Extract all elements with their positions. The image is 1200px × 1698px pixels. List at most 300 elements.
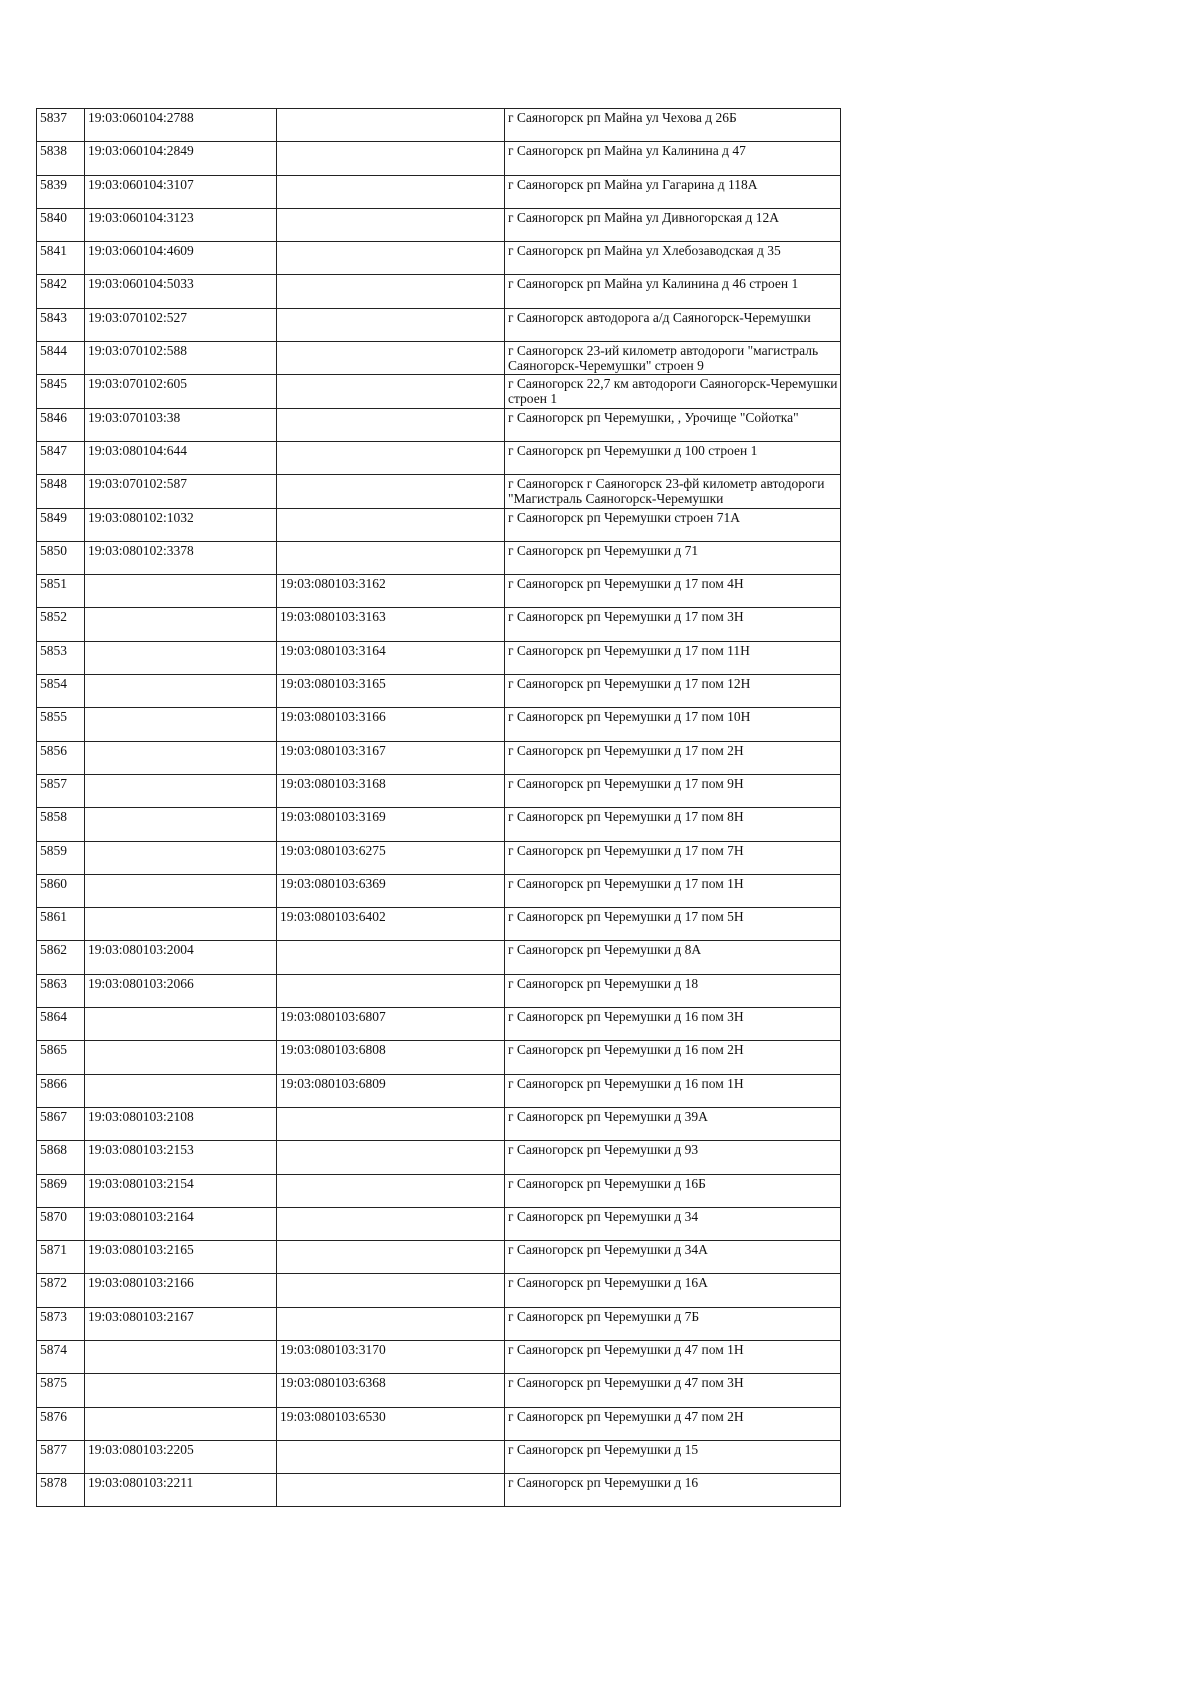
address-cell-text: г Саяногорск рп Майна ул Чехова д 26Б — [508, 110, 737, 125]
address-cell — [505, 1340, 841, 1373]
premises-cadastral-cell-text: 19:03:080103:6368 — [280, 1375, 386, 1391]
address-cell-text: г Саяногорск рп Черемушки д 34 — [508, 1208, 699, 1224]
cadastral-number-cell — [85, 242, 277, 275]
address-cell — [505, 408, 841, 441]
address-cell-text: г Саяногорск рп Черемушки д 17 пом 11Н — [508, 642, 750, 658]
address-cell-text: г Саяногорск рп Черемушки д 17 пом 12Н — [508, 676, 751, 692]
row-number-cell-text: 5868 — [40, 1142, 67, 1158]
row-number-cell — [37, 508, 85, 541]
row-number-cell-text: 5846 — [40, 409, 67, 425]
table-row — [37, 1207, 841, 1240]
premises-cadastral-cell — [277, 741, 505, 774]
row-number-cell-text: 5864 — [40, 1009, 67, 1025]
cadastral-number-cell — [85, 741, 277, 774]
address-cell — [505, 508, 841, 541]
table-row — [37, 774, 841, 807]
address-cell — [505, 175, 841, 208]
cadastral-number-cell-text: 19:03:070102:587 — [88, 476, 188, 492]
cadastral-number-cell — [85, 142, 277, 175]
cadastral-number-cell — [85, 1074, 277, 1107]
premises-cadastral-cell-text: 19:03:080103:3164 — [280, 642, 386, 658]
premises-cadastral-cell — [277, 1241, 505, 1274]
premises-cadastral-cell-text — [280, 342, 501, 343]
cadastral-number-cell-text — [88, 642, 273, 643]
premises-cadastral-cell-text: 19:03:080103:3167 — [280, 742, 386, 758]
address-cell — [505, 1374, 841, 1407]
table-row — [37, 608, 841, 641]
row-number-cell-text: 5856 — [40, 742, 67, 758]
cadastral-number-cell-text — [88, 1008, 273, 1009]
cadastral-number-cell — [85, 1174, 277, 1207]
cadastral-number-cell-text — [88, 775, 273, 776]
row-number-cell-text: 5861 — [40, 909, 67, 925]
premises-cadastral-cell — [277, 242, 505, 275]
address-cell — [505, 441, 841, 474]
address-cell-text: г Саяногорск рп Черемушки д 16А — [508, 1275, 708, 1291]
row-number-cell-text: 5875 — [40, 1375, 67, 1391]
address-cell — [505, 1440, 841, 1473]
cadastral-number-cell-text: 19:03:060104:3107 — [88, 176, 194, 192]
cadastral-number-cell — [85, 375, 277, 408]
premises-cadastral-cell-text — [280, 975, 501, 976]
row-number-cell-text: 5845 — [40, 376, 67, 392]
address-cell-text: г Саяногорск рп Черемушки д 93 — [508, 1142, 699, 1158]
premises-cadastral-cell-text — [280, 475, 501, 476]
premises-cadastral-cell-text — [280, 1274, 501, 1275]
address-cell-text: г Саяногорск рп Черемушки д 17 пом 8Н — [508, 809, 744, 825]
premises-cadastral-cell — [277, 974, 505, 1007]
address-cell — [505, 808, 841, 841]
address-cell — [505, 708, 841, 741]
row-number-cell — [37, 1474, 85, 1507]
cadastral-number-cell-text: 19:03:070103:38 — [88, 409, 181, 425]
premises-cadastral-cell — [277, 841, 505, 874]
cadastral-number-cell — [85, 1374, 277, 1407]
row-number-cell — [37, 541, 85, 574]
table-row — [37, 1407, 841, 1440]
address-cell-text: г Саяногорск 23-ий километр автодороги "магистраль Саяногорск-Черемушки" строен 9 — [508, 343, 819, 374]
cadastral-number-cell-text: 19:03:060104:5033 — [88, 276, 194, 292]
cadastral-number-cell — [85, 1141, 277, 1174]
row-number-cell-text: 5873 — [40, 1308, 67, 1324]
premises-cadastral-cell — [277, 808, 505, 841]
address-cell-text: г Саяногорск рп Черемушки д 17 пом 1Н — [508, 875, 744, 891]
cadastral-number-cell-text: 19:03:060104:3123 — [88, 209, 194, 225]
premises-cadastral-cell — [277, 1074, 505, 1107]
address-cell-text: г Саяногорск рп Майна ул Калинина д 46 строен 1 — [508, 276, 799, 292]
row-number-cell-text: 5865 — [40, 1042, 67, 1058]
premises-cadastral-cell — [277, 342, 505, 375]
premises-cadastral-cell — [277, 142, 505, 175]
row-number-cell — [37, 1141, 85, 1174]
row-number-cell-text: 5871 — [40, 1242, 67, 1258]
row-number-cell — [37, 874, 85, 907]
cadastral-number-cell — [85, 1440, 277, 1473]
address-cell-text: г Саяногорск рп Черемушки д 8А — [508, 942, 702, 958]
row-number-cell — [37, 1107, 85, 1140]
cadastral-number-cell — [85, 708, 277, 741]
cadastral-number-cell-text — [88, 1075, 273, 1076]
row-number-cell-text: 5878 — [40, 1475, 67, 1491]
property-registry-table — [36, 108, 841, 1507]
row-number-cell — [37, 375, 85, 408]
premises-cadastral-cell-text — [280, 509, 501, 510]
cadastral-number-cell — [85, 342, 277, 375]
premises-cadastral-cell-text — [280, 442, 501, 443]
address-cell-text: г Саяногорск рп Черемушки д 17 пом 7Н — [508, 842, 744, 858]
cadastral-number-cell-text — [88, 608, 273, 609]
premises-cadastral-cell-text: 19:03:080103:6808 — [280, 1042, 386, 1058]
address-cell-text: г Саяногорск г Саяногорск 23-фй километр автодороги "Магистраль Саяногорск-Черемушки — [508, 476, 825, 507]
premises-cadastral-cell — [277, 1407, 505, 1440]
row-number-cell — [37, 808, 85, 841]
row-number-cell-text: 5842 — [40, 276, 67, 292]
address-cell — [505, 1041, 841, 1074]
cadastral-number-cell-text: 19:03:080103:2154 — [88, 1175, 194, 1191]
row-number-cell — [37, 774, 85, 807]
premises-cadastral-cell-text: 19:03:080103:3162 — [280, 576, 386, 592]
address-cell-text: г Саяногорск рп Черемушки д 15 — [508, 1441, 699, 1457]
address-cell — [505, 1141, 841, 1174]
address-cell-text: г Саяногорск рп Черемушки д 17 пом 3Н — [508, 609, 744, 625]
premises-cadastral-cell-text — [280, 409, 501, 410]
cadastral-number-cell-text: 19:03:060104:2849 — [88, 143, 194, 159]
table-row — [37, 1141, 841, 1174]
address-cell-text: г Саяногорск рп Черемушки д 39А — [508, 1108, 708, 1124]
cadastral-number-cell-text — [88, 1341, 273, 1342]
premises-cadastral-cell-text — [280, 1308, 501, 1309]
cadastral-number-cell-text: 19:03:080103:2167 — [88, 1308, 194, 1324]
premises-cadastral-cell-text — [280, 375, 501, 376]
row-number-cell-text: 5866 — [40, 1075, 67, 1091]
row-number-cell-text: 5849 — [40, 509, 67, 525]
cadastral-number-cell-text: 19:03:080103:2211 — [88, 1475, 194, 1491]
premises-cadastral-cell — [277, 375, 505, 408]
table-row — [37, 142, 841, 175]
table-row — [37, 1340, 841, 1373]
table-row — [37, 874, 841, 907]
row-number-cell-text: 5854 — [40, 676, 67, 692]
row-number-cell-text: 5840 — [40, 209, 67, 225]
cadastral-number-cell — [85, 675, 277, 708]
table-row — [37, 1008, 841, 1041]
table-row — [37, 1107, 841, 1140]
row-number-cell-text: 5863 — [40, 975, 67, 991]
row-number-cell — [37, 974, 85, 1007]
premises-cadastral-cell-text — [280, 1474, 501, 1475]
address-cell — [505, 1174, 841, 1207]
premises-cadastral-cell — [277, 1340, 505, 1373]
cadastral-number-cell — [85, 1274, 277, 1307]
table-row — [37, 375, 841, 408]
address-cell — [505, 1274, 841, 1307]
address-cell-text: г Саяногорск рп Черемушки д 17 пом 10Н — [508, 709, 751, 725]
premises-cadastral-cell-text: 19:03:080103:3166 — [280, 709, 386, 725]
row-number-cell-text: 5844 — [40, 343, 67, 359]
premises-cadastral-cell — [277, 1440, 505, 1473]
row-number-cell — [37, 441, 85, 474]
premises-cadastral-cell-text: 19:03:080103:3163 — [280, 609, 386, 625]
row-number-cell — [37, 708, 85, 741]
premises-cadastral-cell — [277, 575, 505, 608]
row-number-cell-text: 5848 — [40, 476, 67, 492]
address-cell — [505, 1008, 841, 1041]
table-row — [37, 808, 841, 841]
table-row — [37, 1307, 841, 1340]
table-row — [37, 441, 841, 474]
premises-cadastral-cell — [277, 708, 505, 741]
row-number-cell — [37, 1008, 85, 1041]
cadastral-number-cell — [85, 874, 277, 907]
cadastral-number-cell-text — [88, 875, 273, 876]
table-row — [37, 242, 841, 275]
address-cell — [505, 109, 841, 142]
row-number-cell — [37, 109, 85, 142]
premises-cadastral-cell — [277, 1141, 505, 1174]
row-number-cell-text: 5843 — [40, 309, 67, 325]
table-row — [37, 342, 841, 375]
premises-cadastral-cell-text — [280, 1108, 501, 1109]
table-row — [37, 308, 841, 341]
row-number-cell — [37, 908, 85, 941]
address-cell — [505, 741, 841, 774]
premises-cadastral-cell-text: 19:03:080103:6275 — [280, 842, 386, 858]
premises-cadastral-cell — [277, 874, 505, 907]
row-number-cell — [37, 475, 85, 508]
row-number-cell — [37, 275, 85, 308]
premises-cadastral-cell — [277, 675, 505, 708]
premises-cadastral-cell — [277, 1307, 505, 1340]
premises-cadastral-cell-text: 19:03:080103:6369 — [280, 875, 386, 891]
table-row — [37, 1241, 841, 1274]
address-cell-text: г Саяногорск рп Майна ул Хлебозаводская д 35 — [508, 243, 781, 259]
address-cell — [505, 641, 841, 674]
cadastral-number-cell — [85, 1307, 277, 1340]
premises-cadastral-cell-text — [280, 275, 501, 276]
row-number-cell-text: 5870 — [40, 1208, 67, 1224]
address-cell — [505, 608, 841, 641]
table-row — [37, 974, 841, 1007]
address-cell — [505, 1307, 841, 1340]
row-number-cell-text: 5872 — [40, 1275, 67, 1291]
cadastral-number-cell — [85, 1474, 277, 1507]
premises-cadastral-cell — [277, 275, 505, 308]
address-cell-text: г Саяногорск рп Майна ул Гагарина д 118А — [508, 176, 758, 192]
table-row — [37, 1474, 841, 1507]
address-cell — [505, 541, 841, 574]
premises-cadastral-cell-text: 19:03:080103:6530 — [280, 1408, 386, 1424]
premises-cadastral-cell — [277, 641, 505, 674]
row-number-cell — [37, 741, 85, 774]
row-number-cell-text: 5874 — [40, 1341, 67, 1357]
premises-cadastral-cell-text: 19:03:080103:3168 — [280, 775, 386, 791]
row-number-cell — [37, 342, 85, 375]
address-cell-text: г Саяногорск рп Черемушки д 16 пом 3Н — [508, 1009, 744, 1025]
address-cell — [505, 342, 841, 375]
premises-cadastral-cell-text — [280, 1175, 501, 1176]
row-number-cell-text: 5852 — [40, 609, 67, 625]
address-cell — [505, 208, 841, 241]
cadastral-number-cell-text: 19:03:080103:2166 — [88, 1275, 194, 1291]
premises-cadastral-cell-text — [280, 142, 501, 143]
cadastral-number-cell-text: 19:03:080102:1032 — [88, 509, 194, 525]
cadastral-number-cell — [85, 1340, 277, 1373]
row-number-cell — [37, 308, 85, 341]
row-number-cell-text: 5869 — [40, 1175, 67, 1191]
premises-cadastral-cell — [277, 1374, 505, 1407]
address-cell — [505, 675, 841, 708]
premises-cadastral-cell-text — [280, 1441, 501, 1442]
row-number-cell — [37, 1074, 85, 1107]
table-row — [37, 941, 841, 974]
cadastral-number-cell — [85, 541, 277, 574]
row-number-cell — [37, 408, 85, 441]
cadastral-number-cell — [85, 275, 277, 308]
row-number-cell-text: 5877 — [40, 1441, 67, 1457]
cadastral-number-cell-text — [88, 1408, 273, 1409]
cadastral-number-cell — [85, 208, 277, 241]
cadastral-number-cell — [85, 475, 277, 508]
cadastral-number-cell — [85, 109, 277, 142]
premises-cadastral-cell-text — [280, 209, 501, 210]
premises-cadastral-cell — [277, 908, 505, 941]
premises-cadastral-cell — [277, 109, 505, 142]
row-number-cell-text: 5876 — [40, 1408, 67, 1424]
row-number-cell-text: 5860 — [40, 875, 67, 891]
cadastral-number-cell — [85, 841, 277, 874]
cadastral-number-cell-text — [88, 575, 273, 576]
premises-cadastral-cell-text — [280, 1208, 501, 1209]
address-cell-text: г Саяногорск рп Черемушки д 17 пом 4Н — [508, 576, 744, 592]
premises-cadastral-cell-text: 19:03:080103:6402 — [280, 909, 386, 925]
table-row — [37, 408, 841, 441]
address-cell-text: г Саяногорск рп Черемушки д 17 пом 9Н — [508, 775, 744, 791]
premises-cadastral-cell-text — [280, 176, 501, 177]
row-number-cell — [37, 1440, 85, 1473]
address-cell-text: г Саяногорск рп Черемушки д 34А — [508, 1242, 708, 1258]
row-number-cell-text: 5858 — [40, 809, 67, 825]
address-cell-text: г Саяногорск рп Черемушки д 17 пом 2Н — [508, 742, 744, 758]
row-number-cell — [37, 1307, 85, 1340]
row-number-cell-text: 5855 — [40, 709, 67, 725]
cadastral-number-cell-text — [88, 675, 273, 676]
row-number-cell — [37, 175, 85, 208]
address-cell — [505, 575, 841, 608]
address-cell — [505, 941, 841, 974]
row-number-cell — [37, 641, 85, 674]
address-cell — [505, 1074, 841, 1107]
table-row — [37, 541, 841, 574]
row-number-cell-text: 5839 — [40, 176, 67, 192]
premises-cadastral-cell — [277, 1474, 505, 1507]
cadastral-number-cell — [85, 908, 277, 941]
address-cell — [505, 142, 841, 175]
address-cell — [505, 1241, 841, 1274]
row-number-cell-text: 5867 — [40, 1108, 67, 1124]
address-cell-text: г Саяногорск рп Черемушки д 47 пом 1Н — [508, 1341, 744, 1357]
row-number-cell-text: 5841 — [40, 243, 67, 259]
cadastral-number-cell-text — [88, 842, 273, 843]
table-row — [37, 1174, 841, 1207]
address-cell — [505, 874, 841, 907]
address-cell-text: г Саяногорск рп Черемушки д 47 пом 3Н — [508, 1375, 744, 1391]
row-number-cell — [37, 608, 85, 641]
premises-cadastral-cell-text — [280, 1241, 501, 1242]
premises-cadastral-cell — [277, 475, 505, 508]
cadastral-number-cell — [85, 1407, 277, 1440]
cadastral-number-cell — [85, 608, 277, 641]
cadastral-number-cell-text: 19:03:070102:605 — [88, 376, 188, 392]
row-number-cell — [37, 1041, 85, 1074]
address-cell-text: г Саяногорск рп Черемушки д 16 пом 1Н — [508, 1075, 744, 1091]
table-row — [37, 741, 841, 774]
address-cell — [505, 974, 841, 1007]
premises-cadastral-cell-text — [280, 542, 501, 543]
premises-cadastral-cell — [277, 1041, 505, 1074]
table-row — [37, 109, 841, 142]
cadastral-number-cell-text: 19:03:080103:2165 — [88, 1242, 194, 1258]
row-number-cell — [37, 1241, 85, 1274]
registry-table-body — [37, 109, 841, 1507]
premises-cadastral-cell-text — [280, 309, 501, 310]
cadastral-number-cell-text: 19:03:080103:2066 — [88, 975, 194, 991]
row-number-cell — [37, 1340, 85, 1373]
premises-cadastral-cell — [277, 774, 505, 807]
row-number-cell-text: 5859 — [40, 842, 67, 858]
row-number-cell-text: 5857 — [40, 775, 67, 791]
cadastral-number-cell — [85, 408, 277, 441]
premises-cadastral-cell — [277, 441, 505, 474]
premises-cadastral-cell — [277, 1207, 505, 1240]
row-number-cell — [37, 1374, 85, 1407]
address-cell — [505, 1474, 841, 1507]
cadastral-number-cell-text: 19:03:070102:588 — [88, 343, 188, 359]
cadastral-number-cell — [85, 508, 277, 541]
address-cell-text: г Саяногорск рп Черемушки д 18 — [508, 975, 699, 991]
cadastral-number-cell — [85, 1041, 277, 1074]
cadastral-number-cell — [85, 308, 277, 341]
premises-cadastral-cell-text: 19:03:080103:3170 — [280, 1341, 386, 1357]
premises-cadastral-cell-text — [280, 941, 501, 942]
premises-cadastral-cell — [277, 1008, 505, 1041]
premises-cadastral-cell — [277, 308, 505, 341]
cadastral-number-cell-text: 19:03:060104:2788 — [88, 110, 194, 125]
address-cell-text: г Саяногорск рп Майна ул Калинина д 47 — [508, 143, 746, 159]
row-number-cell — [37, 941, 85, 974]
premises-cadastral-cell-text: 19:03:080103:3165 — [280, 676, 386, 692]
row-number-cell — [37, 208, 85, 241]
row-number-cell-text: 5862 — [40, 942, 67, 958]
row-number-cell-text: 5853 — [40, 642, 67, 658]
cadastral-number-cell-text: 19:03:080103:2205 — [88, 1441, 194, 1457]
premises-cadastral-cell-text: 19:03:080103:3169 — [280, 809, 386, 825]
premises-cadastral-cell — [277, 175, 505, 208]
address-cell-text: г Саяногорск рп Черемушки д 17 пом 5Н — [508, 909, 744, 925]
premises-cadastral-cell — [277, 608, 505, 641]
premises-cadastral-cell — [277, 1174, 505, 1207]
table-row — [37, 475, 841, 508]
cadastral-number-cell — [85, 641, 277, 674]
cadastral-number-cell — [85, 974, 277, 1007]
address-cell — [505, 908, 841, 941]
cadastral-number-cell-text: 19:03:080103:2108 — [88, 1108, 194, 1124]
address-cell-text: г Саяногорск рп Черемушки д 7Б — [508, 1308, 700, 1324]
premises-cadastral-cell-text — [280, 109, 501, 110]
address-cell — [505, 1407, 841, 1440]
cadastral-number-cell — [85, 1107, 277, 1140]
premises-cadastral-cell-text — [280, 242, 501, 243]
address-cell-text: г Саяногорск рп Черемушки строен 71А — [508, 509, 740, 525]
